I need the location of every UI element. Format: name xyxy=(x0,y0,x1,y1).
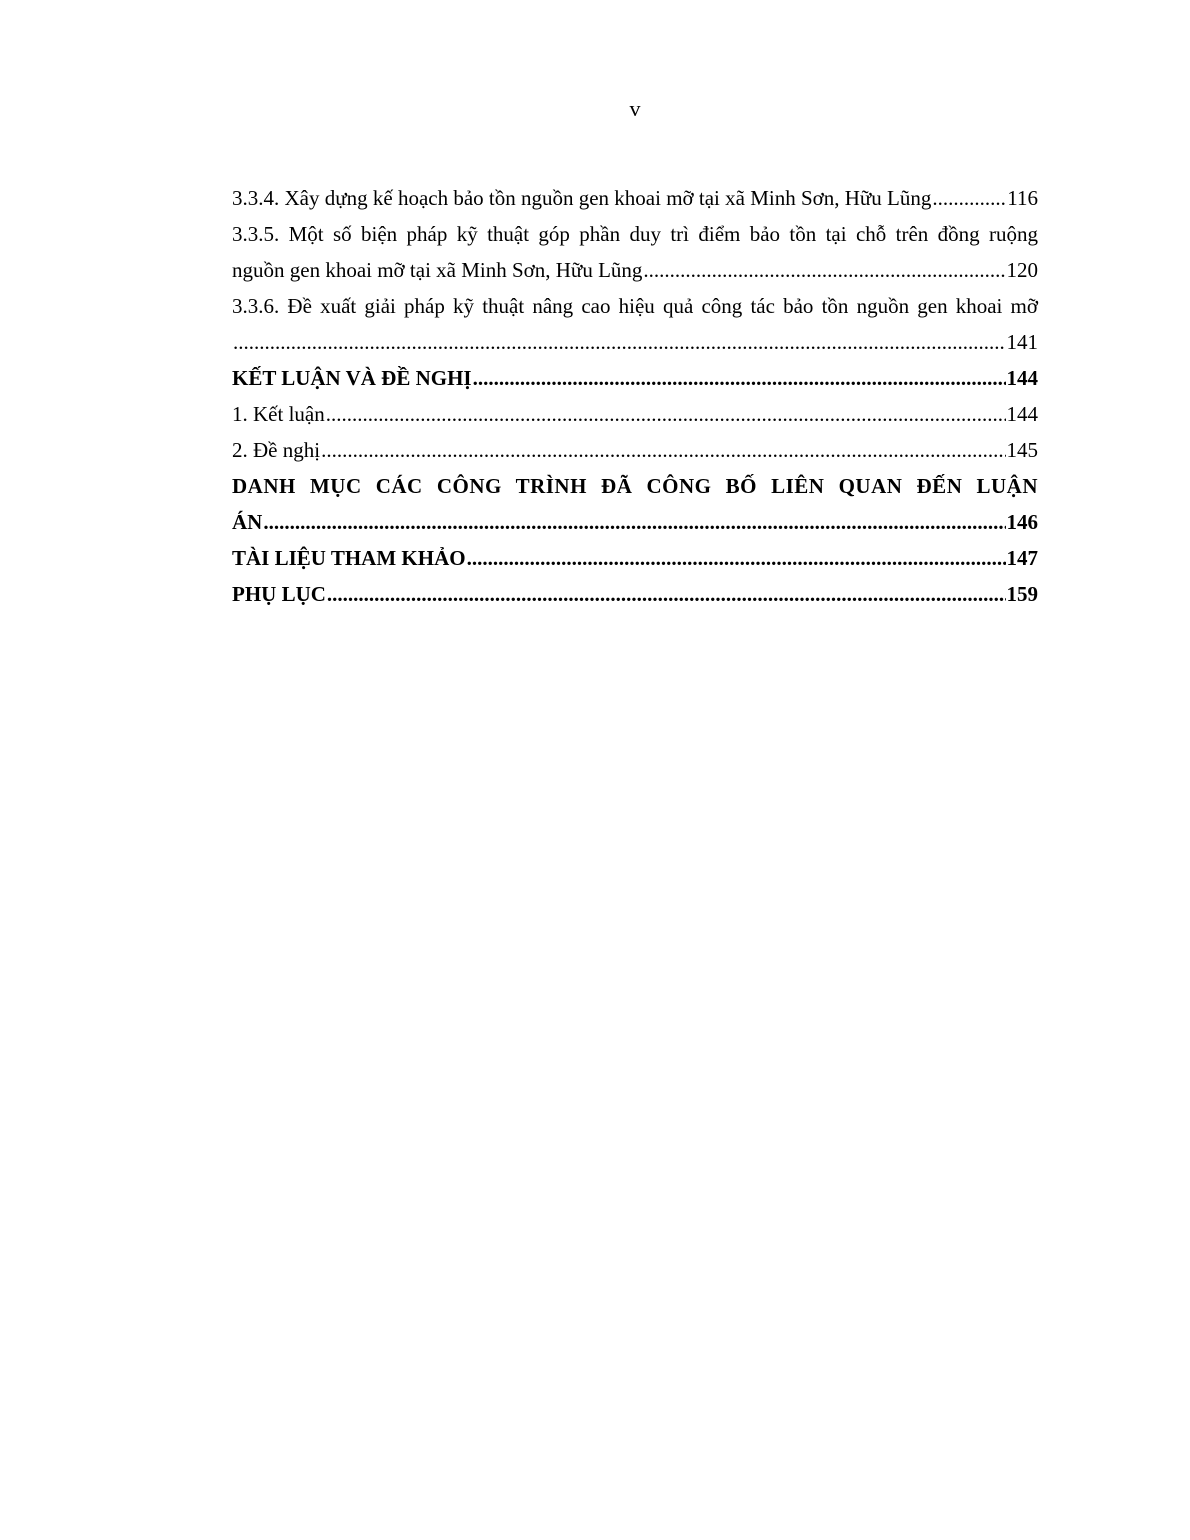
dot-leader xyxy=(263,504,1005,540)
dot-leader xyxy=(327,576,1006,612)
toc-entry-page: 120 xyxy=(1006,258,1038,282)
toc-entry-page: 116 xyxy=(1007,186,1038,210)
toc-entry-text: nguồn gen khoai mỡ tại xã Minh Sơn, Hữu Lũng xyxy=(232,258,643,282)
dot-leader xyxy=(326,396,1006,432)
toc-entry-text: KẾT LUẬN VÀ ĐỀ NGHỊ xyxy=(232,366,472,390)
page-number: v xyxy=(629,96,641,121)
dot-leader xyxy=(643,252,1005,288)
toc-entry-page: 144 xyxy=(1006,366,1038,390)
toc-entry-3-3-6-line2[interactable] xyxy=(232,324,1038,360)
toc-entry-text: ÁN xyxy=(232,510,263,534)
toc-entry-publications-line1[interactable] xyxy=(232,468,1038,504)
toc-entry-conclusion[interactable] xyxy=(232,360,1038,396)
toc-entry-page: 141 xyxy=(1006,330,1038,354)
dot-leader xyxy=(473,360,1006,396)
toc-entry-page: 144 xyxy=(1006,402,1038,426)
toc-entry-3-3-6-line1[interactable] xyxy=(232,288,1038,324)
toc-entry-appendix[interactable] xyxy=(232,576,1038,612)
toc-entry-references[interactable] xyxy=(232,540,1038,576)
dot-leader xyxy=(321,432,1005,468)
toc-entry-3-3-5-line2[interactable] xyxy=(232,252,1038,288)
toc-entry-3-3-5-line1[interactable] xyxy=(232,216,1038,252)
toc-entry-text: 3.3.5. Một số biện pháp kỹ thuật góp phần duy trì điểm bảo tồn tại chỗ trên đồng ruộng xyxy=(232,222,1038,246)
toc-entry-page: 145 xyxy=(1006,438,1038,462)
toc-entry-text: 2. Đề nghị xyxy=(232,438,321,462)
toc-entry-text: DANH MỤC CÁC CÔNG TRÌNH ĐÃ CÔNG BỐ LIÊN QUAN ĐẾN LUẬN xyxy=(232,474,1038,498)
toc-entry-page: 146 xyxy=(1006,510,1038,534)
toc-entry-text: TÀI LIỆU THAM KHẢO xyxy=(232,546,466,570)
toc-entry-publications-line2[interactable] xyxy=(232,504,1038,540)
toc-entry-text: PHỤ LỤC xyxy=(232,582,326,606)
toc-entry-text: 3.3.6. Đề xuất giải pháp kỹ thuật nâng cao hiệu quả công tác bảo tồn nguồn gen khoai mỡ xyxy=(232,294,1038,318)
table-of-contents xyxy=(232,180,1038,612)
dot-leader xyxy=(233,324,1006,360)
dot-leader xyxy=(467,540,1006,576)
toc-entry-text: 3.3.4. Xây dựng kế hoạch bảo tồn nguồn gen khoai mỡ tại xã Minh Sơn, Hữu Lũng xyxy=(232,186,932,210)
toc-entry-text: 1. Kết luận xyxy=(232,402,325,426)
toc-entry-3-3-4[interactable] xyxy=(232,180,1038,216)
toc-entry-page: 159 xyxy=(1006,582,1038,606)
toc-entry-conclusion-2[interactable] xyxy=(232,432,1038,468)
dot-leader xyxy=(932,180,1006,216)
toc-entry-conclusion-1[interactable] xyxy=(232,396,1038,432)
toc-entry-page: 147 xyxy=(1006,546,1038,570)
